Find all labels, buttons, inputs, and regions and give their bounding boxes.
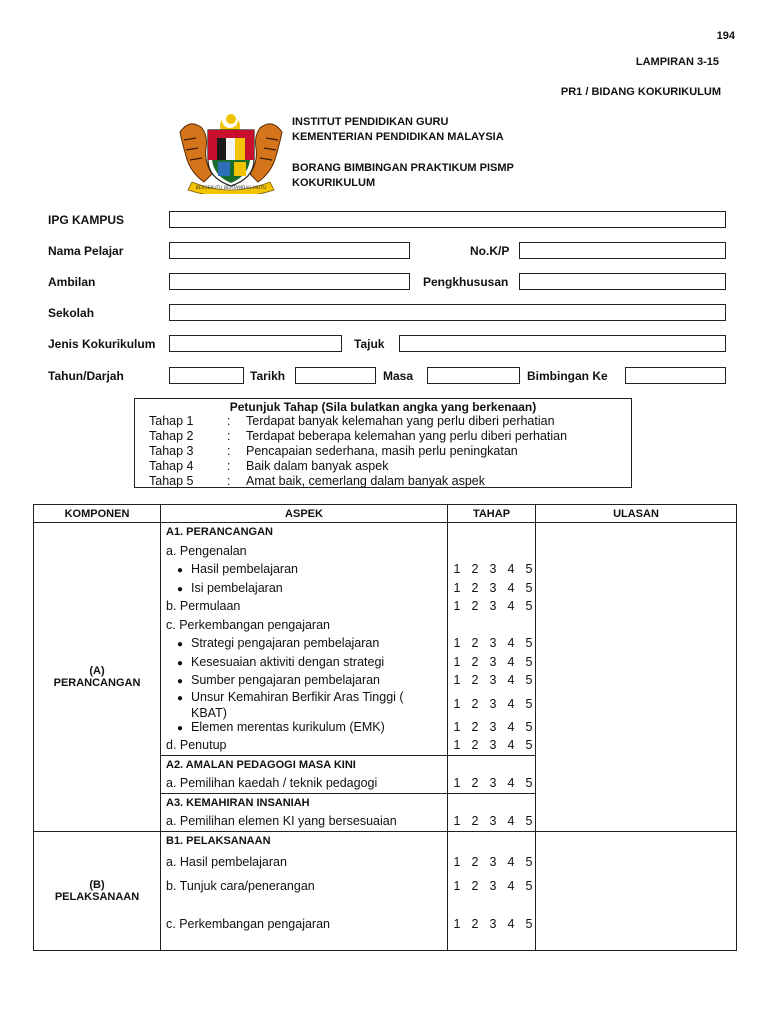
rating-5[interactable]: 5 [525,855,533,869]
list-item-label: Kesesuaian aktiviti dengan strategi [191,654,385,669]
rating-scale[interactable] [448,634,535,653]
nokp-label: No.K/P [470,244,510,258]
legend-sep: : [227,429,231,443]
komponen-a-title: PERANCANGAN [53,676,141,689]
nama-pelajar-field[interactable] [169,242,410,259]
legend-desc: Pencapaian sederhana, masih perlu peningkatan [246,444,518,458]
bimbingan-ke-field[interactable] [625,367,726,384]
tarikh-label: Tarikh [250,369,286,383]
institution-line-2: KEMENTERIAN PENDIDIKAN MALAYSIA [292,131,504,143]
list-item: c. Perkembangan pengajaran [166,917,331,931]
rating-4[interactable]: 4 [507,636,515,650]
rating-scale[interactable] [448,560,535,579]
list-item-label: Isi pembelajaran [191,580,283,595]
rating-2[interactable]: 2 [471,654,479,669]
rating-5[interactable]: 5 [525,636,533,650]
aspek-a3 [161,793,448,831]
rating-1[interactable]: 1 [453,814,461,828]
rating-3[interactable]: 3 [489,738,497,752]
jenis-kokurikulum-label: Jenis Kokurikulum [48,337,156,351]
rating-2[interactable]: 2 [471,580,479,595]
table-row [34,523,737,756]
list-item-label: KBAT) [191,705,227,720]
rating-scale[interactable] [448,774,535,793]
ulasan-a[interactable] [536,523,737,832]
tahap-a1 [448,523,536,756]
rating-3[interactable]: 3 [489,855,497,869]
rating-2[interactable]: 2 [471,562,479,576]
ambilan-label: Ambilan [48,275,96,289]
nama-pelajar-label: Nama Pelajar [48,244,124,258]
rating-scale[interactable] [448,850,535,874]
komponen-a [34,523,161,832]
list-item-label: Elemen merentas kurikulum (EMK) [191,719,385,734]
rating-5[interactable]: 5 [525,580,533,595]
rating-5[interactable]: 5 [525,776,533,790]
rating-2[interactable]: 2 [471,636,479,650]
rating-2[interactable]: 2 [471,855,479,869]
rating-3[interactable]: 3 [489,599,497,613]
ambilan-field[interactable] [169,273,410,290]
list-item: b. Tunjuk cara/penerangan [166,879,315,893]
rating-3[interactable]: 3 [489,776,497,790]
rating-1[interactable]: 1 [453,738,461,752]
header-ulasan: ULASAN [536,505,737,523]
rating-2[interactable]: 2 [471,738,479,752]
legend-sep: : [227,474,231,488]
tarikh-field[interactable] [295,367,376,384]
crest-motto: BERSEKUTU BERTAMBAH MUTU [195,186,267,191]
pengkhususan-field[interactable] [519,273,726,290]
rating-5[interactable]: 5 [525,879,533,893]
aspek-a2 [161,755,448,793]
aspek-b1 [161,831,448,951]
rating-4[interactable]: 4 [507,776,515,790]
komponen-b [34,831,161,951]
ipg-kampus-label: IPG KAMPUS [48,213,125,227]
list-item-label: Unsur Kemahiran Berfikir Aras Tinggi ( [191,689,404,704]
ulasan-b[interactable] [536,831,737,951]
page-number: 194 [716,30,735,42]
rating-4[interactable]: 4 [507,879,515,893]
list-item-label: Hasil pembelajaran [191,562,299,576]
list-item [161,560,447,579]
list-item: c. Perkembangan pengajaran [166,617,331,632]
section-heading: A2. AMALAN PEDAGOGI MASA KINI [166,758,356,771]
rating-2[interactable]: 2 [471,879,479,893]
bullet-icon: ● [177,583,184,595]
list-item: a. Pengenalan [166,543,247,558]
rating-scale[interactable] [448,653,535,672]
rating-4[interactable]: 4 [507,673,515,687]
rating-scale[interactable] [448,579,535,598]
bullet-icon: ● [177,722,184,734]
rating-3[interactable]: 3 [489,879,497,893]
rating-5[interactable]: 5 [525,696,533,711]
rating-4[interactable]: 4 [507,654,515,669]
section-heading: B1. PELAKSANAAN [166,834,271,847]
jenis-kokurikulum-field[interactable] [169,335,342,352]
rating-5[interactable]: 5 [525,654,533,669]
tahun-darjah-label: Tahun/Darjah [48,369,124,383]
form-title-line-1: BORANG BIMBINGAN PRAKTIKUM PISMP [292,162,514,174]
rating-2[interactable]: 2 [471,696,479,711]
rating-4[interactable]: 4 [507,580,515,595]
list-item [161,634,447,653]
malaysia-crest [172,110,290,194]
rating-5[interactable]: 5 [525,599,533,613]
rating-1[interactable]: 1 [453,776,461,790]
legend-desc: Terdapat banyak kelemahan yang perlu diberi perhatian [246,414,555,428]
rating-1[interactable]: 1 [453,562,461,576]
list-item [161,579,447,598]
legend-desc: Baik dalam banyak aspek [246,459,389,473]
list-item [161,690,447,718]
list-item: a. Hasil pembelajaran [166,855,287,869]
rating-1[interactable]: 1 [453,917,461,931]
rating-4[interactable]: 4 [507,738,515,752]
rating-scale[interactable] [448,671,535,690]
rating-2[interactable]: 2 [471,599,479,613]
rating-3[interactable]: 3 [489,696,497,711]
assessment-table [33,504,737,951]
section-heading: A1. PERANCANGAN [166,526,273,538]
list-item-label: Strategi pengajaran pembelajaran [191,636,380,650]
rating-2[interactable]: 2 [471,814,479,828]
rating-2[interactable]: 2 [471,776,479,790]
rating-scale[interactable] [448,898,535,950]
section-heading: A3. KEMAHIRAN INSANIAH [166,796,310,809]
komponen-b-title: PELAKSANAAN [54,890,140,903]
header-komponen: KOMPONEN [34,505,161,523]
rating-1[interactable]: 1 [453,855,461,869]
legend-desc: Amat baik, cemerlang dalam banyak aspek [246,474,486,488]
pengkhususan-label: Pengkhususan [423,275,509,289]
bullet-icon: ● [177,676,184,687]
tahap-a3 [448,793,536,831]
rating-5[interactable]: 5 [525,719,533,734]
rating-2[interactable]: 2 [471,719,479,734]
rating-scale[interactable] [448,718,535,737]
rating-1[interactable]: 1 [453,696,461,711]
list-item [161,718,447,737]
tahap-legend [134,398,632,488]
legend-sep: : [227,444,231,458]
rating-scale[interactable] [448,690,535,718]
rating-1[interactable]: 1 [453,654,461,669]
rating-1[interactable]: 1 [453,879,461,893]
rating-3[interactable]: 3 [489,654,497,669]
legend-level: Tahap 4 [149,459,194,473]
rating-4[interactable]: 4 [507,814,515,828]
rating-5[interactable]: 5 [525,738,533,752]
rating-4[interactable]: 4 [507,719,515,734]
rating-5[interactable]: 5 [525,814,533,828]
rating-3[interactable]: 3 [489,814,497,828]
rating-scale[interactable] [448,874,535,898]
aspek-a1 [161,523,448,756]
legend-sep: : [227,459,231,473]
bullet-icon: ● [177,639,184,650]
nokp-field[interactable] [519,242,726,259]
rating-3[interactable]: 3 [489,917,497,931]
list-item: a. Pemilihan kaedah / teknik pedagogi [166,776,378,790]
rating-1[interactable]: 1 [453,673,461,687]
legend-level: Tahap 2 [149,429,194,443]
institution-line-1: INSTITUT PENDIDIKAN GURU [292,116,449,128]
bullet-icon: ● [177,657,184,669]
komponen-b-code: (B) [89,878,105,891]
rating-1[interactable]: 1 [453,636,461,650]
legend-desc: Terdapat beberapa kelemahan yang perlu diberi perhatian [246,429,568,443]
legend-sep: : [227,414,231,428]
rating-scale[interactable] [448,736,535,755]
masa-field[interactable] [427,367,520,384]
rating-4[interactable]: 4 [507,696,515,711]
tajuk-label: Tajuk [354,337,385,351]
rating-5[interactable]: 5 [525,562,533,576]
list-item: a. Pemilihan elemen KI yang bersesuaian [166,814,397,828]
legend-level: Tahap 5 [149,474,194,488]
masa-label: Masa [383,369,414,383]
rating-3[interactable]: 3 [489,719,497,734]
rating-2[interactable]: 2 [471,673,479,687]
header-aspek: ASPEK [161,505,448,523]
list-item-label: Sumber pengajaran pembelajaran [191,673,381,687]
rating-scale[interactable] [448,812,535,831]
rating-1[interactable]: 1 [453,719,461,734]
list-item [161,671,447,690]
header-tahap: TAHAP [448,505,536,523]
legend-level: Tahap 3 [149,444,194,458]
rating-3[interactable]: 3 [489,673,497,687]
tajuk-field[interactable] [399,335,726,352]
ipg-kampus-field[interactable] [169,211,726,228]
form-code: PR1 / BIDANG KOKURIKULUM [560,86,721,98]
legend-level: Tahap 1 [149,414,194,428]
rating-1[interactable]: 1 [453,580,461,595]
list-item: b. Permulaan [166,599,241,613]
table-row [34,831,737,951]
bimbingan-ke-label: Bimbingan Ke [527,369,608,383]
rating-4[interactable]: 4 [507,599,515,613]
bullet-icon: ● [177,565,184,576]
tahun-darjah-field[interactable] [169,367,244,384]
sekolah-label: Sekolah [48,306,95,320]
rating-3[interactable]: 3 [489,562,497,576]
tahap-a2 [448,755,536,793]
form-title-line-2: KOKURIKULUM [292,177,376,189]
rating-scale[interactable] [448,597,535,616]
rating-5[interactable]: 5 [525,917,533,931]
rating-3[interactable]: 3 [489,580,497,595]
bullet-icon: ● [177,692,184,704]
list-item: d. Penutup [166,738,227,752]
lampiran-label: LAMPIRAN 3-15 [635,56,719,68]
rating-3[interactable]: 3 [489,636,497,650]
rating-1[interactable]: 1 [453,599,461,613]
rating-4[interactable]: 4 [507,562,515,576]
rating-5[interactable]: 5 [525,673,533,687]
legend-title: Petunjuk Tahap (Sila bulatkan angka yang berkenaan) [229,400,537,414]
rating-2[interactable]: 2 [471,917,479,931]
komponen-a-code: (A) [89,664,105,677]
tahap-b1 [448,831,536,951]
sekolah-field[interactable] [169,304,726,321]
rating-4[interactable]: 4 [507,917,515,931]
rating-4[interactable]: 4 [507,855,515,869]
table-header-row [34,505,737,523]
list-item [161,653,447,672]
